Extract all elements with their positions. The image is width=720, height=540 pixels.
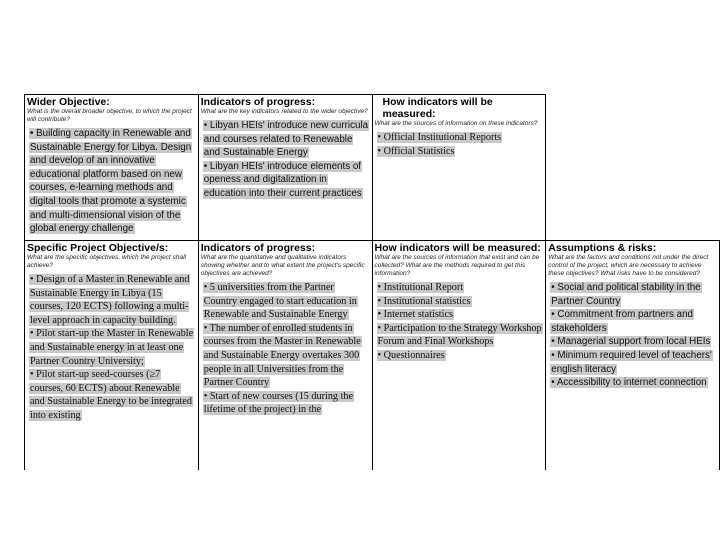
wider-objective-text: • Building capacity in Renewable and Sustainable Energy for Libya. Design and develop of an innovative educational platform based on new courses, e-learning methods and digital tools that promote a systemic and multi-dimensional vision of the global energy challenge [30, 128, 192, 235]
list-item: • Institutional statistics [377, 295, 471, 307]
list-item: • Internet statistics [377, 309, 453, 321]
specific-objective-cell [25, 241, 199, 471]
wider-objective-subtitle: What is the overall broader objective, to which the project will contribute? [27, 108, 192, 123]
list-item: • Design of a Master in Renewable and Sustainable Energy in Libya (15 courses, 120 ECTS) following a multi-level approach in capacity building. [30, 274, 190, 326]
list-item: • Pilot start-up the Master in Renewable and Sustainable energy in at least one Partner Country University; [30, 328, 194, 367]
list-item: • Participation to the Strategy Workshop Forum and Final Workshops [377, 322, 542, 348]
table-row [25, 241, 720, 471]
list-item: • 5 universities from the Partner Country engaged to start education in Renewable and Sustainable Energy [203, 282, 357, 321]
indicators-cell-specific [198, 241, 372, 471]
indicators-title-wider: Indicators of progress: [200, 96, 316, 108]
assumptions-title: Assumptions & risks: [548, 242, 657, 254]
empty-cell [546, 95, 720, 241]
list-item: • Managerial support from local HEIs [551, 336, 711, 348]
list-item: • Social and political stability in the Partner Country [551, 282, 701, 307]
measured-cell-specific [372, 241, 546, 471]
list-item: • Minimum required level of teachers' english literacy [551, 349, 712, 375]
measured-title-specific: How indicators will be measured: [374, 242, 541, 254]
wider-objective-cell [25, 95, 199, 241]
wider-objective-title: Wider Objective: [27, 96, 110, 108]
list-item: • Libyan HEIs' introduce elements of openess and digitalization in education into their current practices [203, 160, 362, 199]
indicators-subtitle-specific: What are the quantitative and qualitative indicators showing whether and to what extent the project's specific objectives are achieved? [200, 254, 365, 277]
list-item: • Institutional Report [377, 282, 464, 293]
table-row [25, 95, 720, 241]
list-item: • Questionnaires [377, 349, 445, 361]
list-item: • Official Statistics [377, 145, 455, 157]
logframe-table [24, 94, 720, 470]
logframe-table-frame [24, 94, 720, 470]
list-item: • Pilot start-up seed-courses (≥7 courses, 60 ECTS) about Renewable and Sustainable Energy to be integrated into existing [30, 369, 192, 421]
measured-cell-wider [372, 95, 546, 241]
specific-objective-title: Specific Project Objective/s: [27, 242, 169, 254]
indicators-subtitle-wider: What are the key indicators related to the wider objective? [200, 108, 368, 115]
list-item: • Accessibility to internet connection [551, 377, 707, 389]
indicators-title-specific: Indicators of progress: [200, 242, 316, 254]
indicators-cell-wider [198, 95, 372, 241]
specific-objective-subtitle: What are the specific objectives, which the project shall achieve? [27, 254, 186, 269]
measured-subtitle-specific: What are the sources of information that exist and can be collected? What are the methods required to get this information? [374, 254, 540, 277]
measured-title-wider: How indicators will be measured: [382, 96, 493, 120]
list-item: • The number of enrolled students in courses from the Master in Renewable and Sustainable Energy overtakes 300 people in all Universities from the Partner Country [203, 322, 361, 389]
list-item: • Start of new courses (15 during the lifetime of the project) in the [203, 390, 354, 416]
measured-subtitle-wider: What are the sources of information on these indicators? [374, 120, 538, 127]
list-item: • Commitment from partners and stakeholders [551, 309, 693, 334]
assumptions-subtitle: What are the factors and conditions not under the direct control of the project, which are necessary to achieve these objectives? What risks have to be considered? [548, 254, 709, 277]
list-item: • Official Institutional Reports [377, 132, 502, 143]
assumptions-cell [546, 241, 720, 471]
list-item: • Libyan HEIs' introduce new curricula and courses related to Renewable and Sustainable Energy [203, 120, 369, 159]
